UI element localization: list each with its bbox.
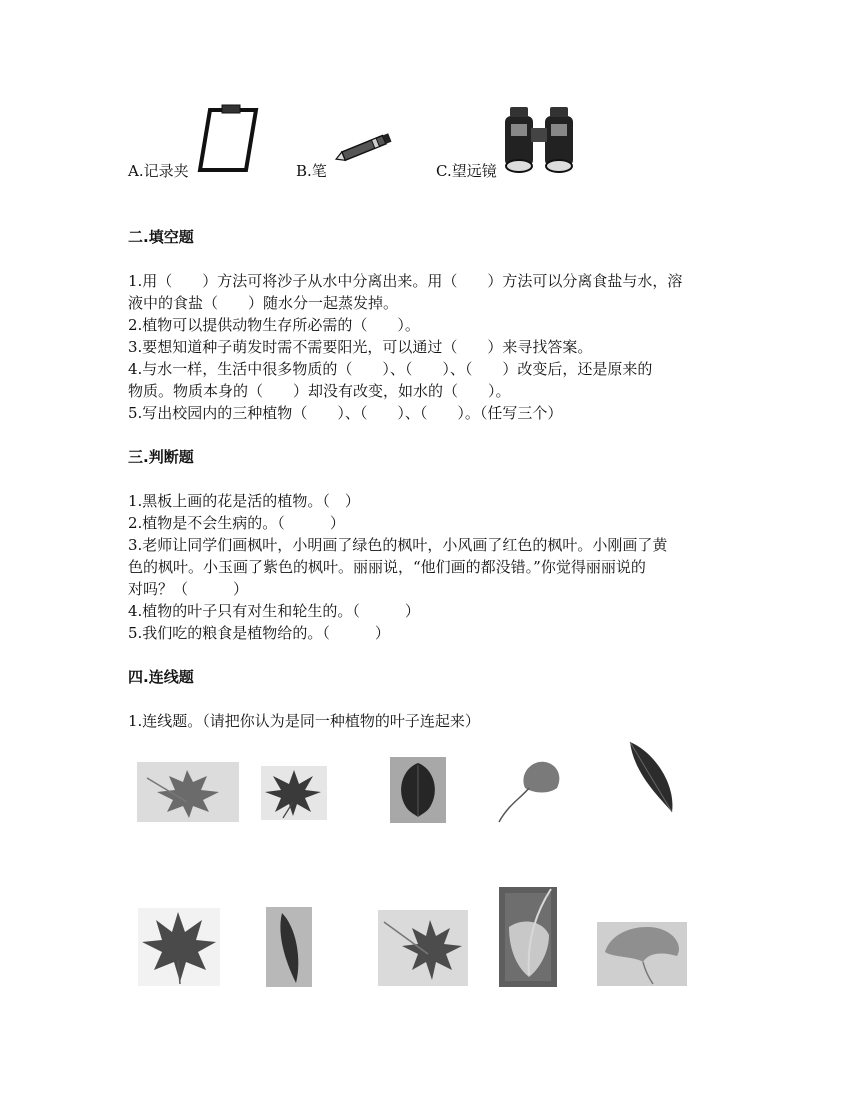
- section3-line-6: 4.植物的叶子只有对生和轮生的。（ ）: [128, 602, 420, 620]
- option-b-label: B.笔: [296, 162, 327, 180]
- section2-line-7: 5.写出校园内的三种植物（ ）、（ ）、（ ）。（任写三个）: [128, 404, 563, 422]
- round-leaf-image: [390, 757, 446, 823]
- option-a: [128, 160, 189, 182]
- maple-leaf-image-1: [137, 762, 239, 822]
- maple-leaf-image-3: [138, 908, 220, 986]
- ginkgo-leaf-photo: [499, 887, 557, 987]
- section2-line-6: 物质。物质本身的（ ）却没有改变，如水的（ ）。: [128, 382, 511, 400]
- section3-line-7: 5.我们吃的粮食是植物给的。（ ）: [128, 624, 390, 642]
- section3-line-2: 2.植物是不会生病的。（ ）: [128, 514, 345, 532]
- section2-line-5: 4.与水一样，生活中很多物质的（ ）、（ ）、（ ）改变后，还是原来的: [128, 360, 653, 378]
- narrow-leaf-image-2: [266, 907, 312, 987]
- section3-title: 三.判断题: [128, 448, 194, 466]
- section2-title: 二.填空题: [128, 228, 194, 246]
- option-c: [436, 160, 497, 182]
- section4-question: 1.连线题。（请把你认为是同一种植物的叶子连起来）: [128, 712, 480, 730]
- narrow-leaf-image-1: [624, 738, 680, 816]
- section2-line-3: 2.植物可以提供动物生存所必需的（ ）。: [128, 316, 420, 334]
- option-b: [296, 160, 327, 182]
- option-a-label: A.记录夹: [128, 162, 189, 180]
- section2-line-2: 液中的食盐（ ）随水分一起蒸发掉。: [128, 294, 399, 312]
- clipboard-icon: [196, 104, 260, 178]
- section3-line-4: 色的枫叶。小玉画了紫色的枫叶。丽丽说，“他们画的都没错。”你觉得丽丽说的: [128, 558, 646, 576]
- section3-line-3: 3.老师让同学们画枫叶，小明画了绿色的枫叶，小风画了红色的枫叶。小刚画了黄: [128, 536, 668, 554]
- section3-line-1: 1.黑板上画的花是活的植物。（ ）: [128, 492, 360, 510]
- section3-line-5: 对吗？（ ）: [128, 580, 249, 598]
- ginkgo-leaf-image-2: [597, 922, 687, 986]
- binoculars-icon: [502, 104, 576, 178]
- section4-title: 四.连线题: [128, 668, 194, 686]
- section2-line-1: 1.用（ ）方法可将沙子从水中分离出来。用（ ）方法可以分离食盐与水，溶: [128, 272, 683, 290]
- ginkgo-leaf-image-1: [495, 758, 563, 824]
- pen-icon: [334, 132, 396, 168]
- section2-line-4: 3.要想知道种子萌发时需不需要阳光，可以通过（ ）来寻找答案。: [128, 338, 593, 356]
- maple-leaf-image-4: [378, 910, 468, 986]
- option-c-label: C.望远镜: [436, 162, 497, 180]
- maple-leaf-image-2: [261, 766, 327, 820]
